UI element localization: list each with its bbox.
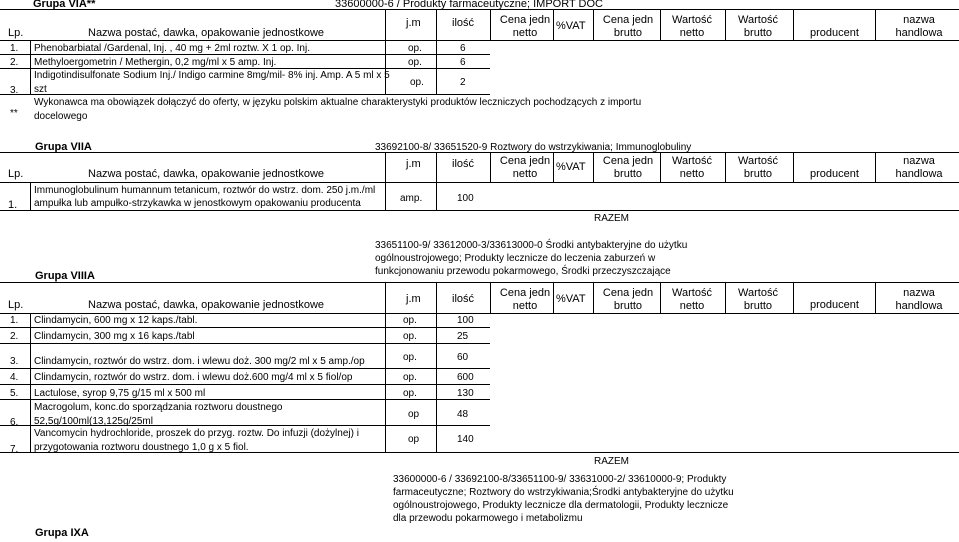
header-wartosc-netto: Wartość netto	[672, 155, 712, 180]
table-row-qty: 25	[457, 331, 469, 342]
header-name: Nazwa postać, dawka, opakowanie jednostkowe	[88, 27, 325, 39]
table-row-unit: op.	[410, 77, 424, 88]
header-vat: %VAT	[556, 293, 586, 305]
header-lp: Lp.	[8, 299, 24, 311]
header-jm: j.m	[406, 17, 421, 29]
table-row-number: 4.	[10, 372, 19, 383]
table-row-qty: 2	[460, 77, 466, 88]
table-row-name: Immunoglobulinum humannum tetanicum, roztwór do wstrz. dom. 250 j.m./ml ampułka lub ampułko-strzykawka w jenostkowym opakowaniu producenta	[34, 185, 376, 209]
table-row-number: 6.	[10, 417, 19, 428]
header-wartosc-brutto: Wartość brutto	[738, 14, 778, 39]
group-9-title: Grupa IXA	[35, 527, 89, 539]
header-cena-brutto: Cena jedn brutto	[602, 287, 654, 312]
table-row-qty: 100	[457, 193, 474, 204]
razem-label: RAZEM	[594, 456, 629, 467]
group-8-code: 33651100-9/ 33612000-3/33613000-0 Środki antybakteryjne do użytku ogólnoustrojowego; Produkty lecznicze do leczenia zaburzeń w funkcjonowaniu przewodu pokarmowego, Środki przeczyszczające	[375, 240, 688, 277]
table-row-name: Clindamycin, 300 mg x 16 kaps./tabl	[34, 331, 195, 342]
table-row-number: 5.	[10, 388, 19, 399]
table-row-unit: op	[408, 409, 420, 420]
header-jm: j.m	[406, 293, 421, 305]
table-row-unit: op.	[403, 315, 417, 326]
header-producent: producent	[810, 299, 859, 311]
table-row-number: 3.	[10, 85, 19, 96]
header-cena-netto: Cena jedn netto	[499, 287, 551, 312]
table-row-name: Phenobarbiatal /Gardenal, Inj. , 40 mg + 2ml roztw. X 1 op. Inj.	[34, 43, 310, 54]
table-row-number: 1.	[10, 43, 19, 54]
table-row-number: 1.	[10, 315, 19, 326]
header-producent: producent	[810, 168, 859, 180]
table-row-name: Clindamycin, roztwór do wstrz. dom. i wlewu doż.600 mg/4 ml x 5 fiol/op	[34, 372, 353, 383]
header-jm: j.m	[406, 158, 421, 170]
header-cena-brutto: Cena jedn brutto	[602, 14, 654, 39]
table-row-unit: op.	[408, 57, 422, 68]
header-nazwa-handlowa: nazwa handlowa	[895, 287, 943, 312]
table-row-name: Indigotindisulfonate Sodium Inj./ Indigo carmine 8mg/mil- 8% inj. Amp. A 5 ml x 5 szt	[34, 70, 390, 95]
header-name: Nazwa postać, dawka, opakowanie jednostkowe	[88, 299, 325, 311]
table-row-unit: amp.	[400, 193, 423, 204]
header-vat: %VAT	[556, 161, 586, 173]
header-nazwa-handlowa: nazwa handlowa	[895, 155, 943, 180]
table-row-name: Macrogolum, konc.do sporządzania roztworu doustnego 52,5g/100ml(13,125g/25ml	[34, 402, 283, 427]
header-cena-brutto: Cena jedn brutto	[602, 155, 654, 180]
group-6-title: Grupa VIA**	[33, 0, 96, 10]
table-row-unit: op.	[403, 352, 417, 363]
header-ilosc: ilość	[452, 158, 475, 170]
table-row-qty: 130	[457, 388, 474, 399]
razem-label: RAZEM	[594, 213, 629, 224]
table-row-qty: 140	[457, 434, 474, 445]
table-row-qty: 600	[457, 372, 474, 383]
table-row-name: Clindamycin, 600 mg x 12 kaps./tabl.	[34, 315, 198, 326]
header-vat: %VAT	[556, 20, 586, 32]
header-cena-netto: Cena jedn netto	[499, 14, 551, 39]
table-row-name: Vancomycin hydrochloride, proszek do przyg. roztw. Do infuzji (dożylnej) i przygotowania roztworu doustnego 1,0 g x 5 fiol.	[34, 428, 359, 453]
table-row-unit: op.	[403, 388, 417, 399]
table-row-qty: 48	[457, 409, 469, 420]
table-row-number: 7.	[10, 444, 19, 455]
table-row-unit: op.	[403, 331, 417, 342]
header-lp: Lp.	[8, 168, 24, 180]
table-row-name: Methyloergometrin / Methergin, 0,2 mg/ml x 5 amp. Inj.	[34, 57, 277, 68]
table-row-name: Clindamycin, roztwór do wstrz. dom. i wlewu doż. 300 mg/2 ml x 5 amp./op	[34, 356, 365, 367]
header-wartosc-brutto: Wartość brutto	[738, 155, 778, 180]
table-row-number: 2.	[10, 57, 19, 68]
table-row-name: Lactulose, syrop 9,75 g/15 ml x 500 ml	[34, 388, 206, 399]
table-row-qty: 100	[457, 315, 474, 326]
group-6-code: 33600000-6 / Produkty farmaceutyczne; IMPORT DOC	[335, 0, 603, 10]
table-row-qty: 6	[460, 43, 466, 54]
table-row-number: 1.	[8, 199, 18, 211]
header-wartosc-netto: Wartość netto	[672, 287, 712, 312]
header-ilosc: ilość	[452, 17, 475, 29]
header-name: Nazwa postać, dawka, opakowanie jednostkowe	[88, 168, 325, 180]
table-row-qty: 60	[457, 352, 469, 363]
group-7-title: Grupa VIIA	[35, 141, 92, 153]
table-row-number: 2.	[10, 331, 19, 342]
header-wartosc-netto: Wartość netto	[672, 14, 712, 39]
group-7-code: 33692100-8/ 33651520-9 Roztwory do wstrzykiwania; Immunoglobuliny	[375, 142, 692, 153]
header-lp: Lp.	[8, 27, 24, 39]
group-9-code: 33600000-6 / 33692100-8/33651100-9/ 33631000-2/ 33610000-9; Produkty farmaceutyczne; Roztwory do wstrzykiwania;Środki antybakteryjne do użytku ogólnoustrojowego, Produkty lecznicze dla dermatologii, Produkty lecznicze dla przewodu pokarmowego i metabolizmu	[393, 474, 734, 524]
header-wartosc-brutto: Wartość brutto	[738, 287, 778, 312]
table-row-unit: op.	[403, 372, 417, 383]
table-row-unit: op.	[408, 43, 422, 54]
note-marker: **	[10, 108, 18, 119]
import-note: Wykonawca ma obowiązek dołączyć do oferty, w języku polskim aktualne charakterystyki produktów leczniczych pochodzących z importu docelowego	[34, 97, 642, 122]
table-row-number: 3.	[10, 356, 19, 367]
header-producent: producent	[810, 27, 859, 39]
table-row-unit: op	[408, 434, 420, 445]
header-nazwa-handlowa: nazwa handlowa	[895, 14, 943, 39]
group-8-title: Grupa VIIIA	[35, 270, 95, 282]
header-ilosc: ilość	[452, 293, 475, 305]
table-row-qty: 6	[460, 57, 466, 68]
header-cena-netto: Cena jedn netto	[499, 155, 551, 180]
